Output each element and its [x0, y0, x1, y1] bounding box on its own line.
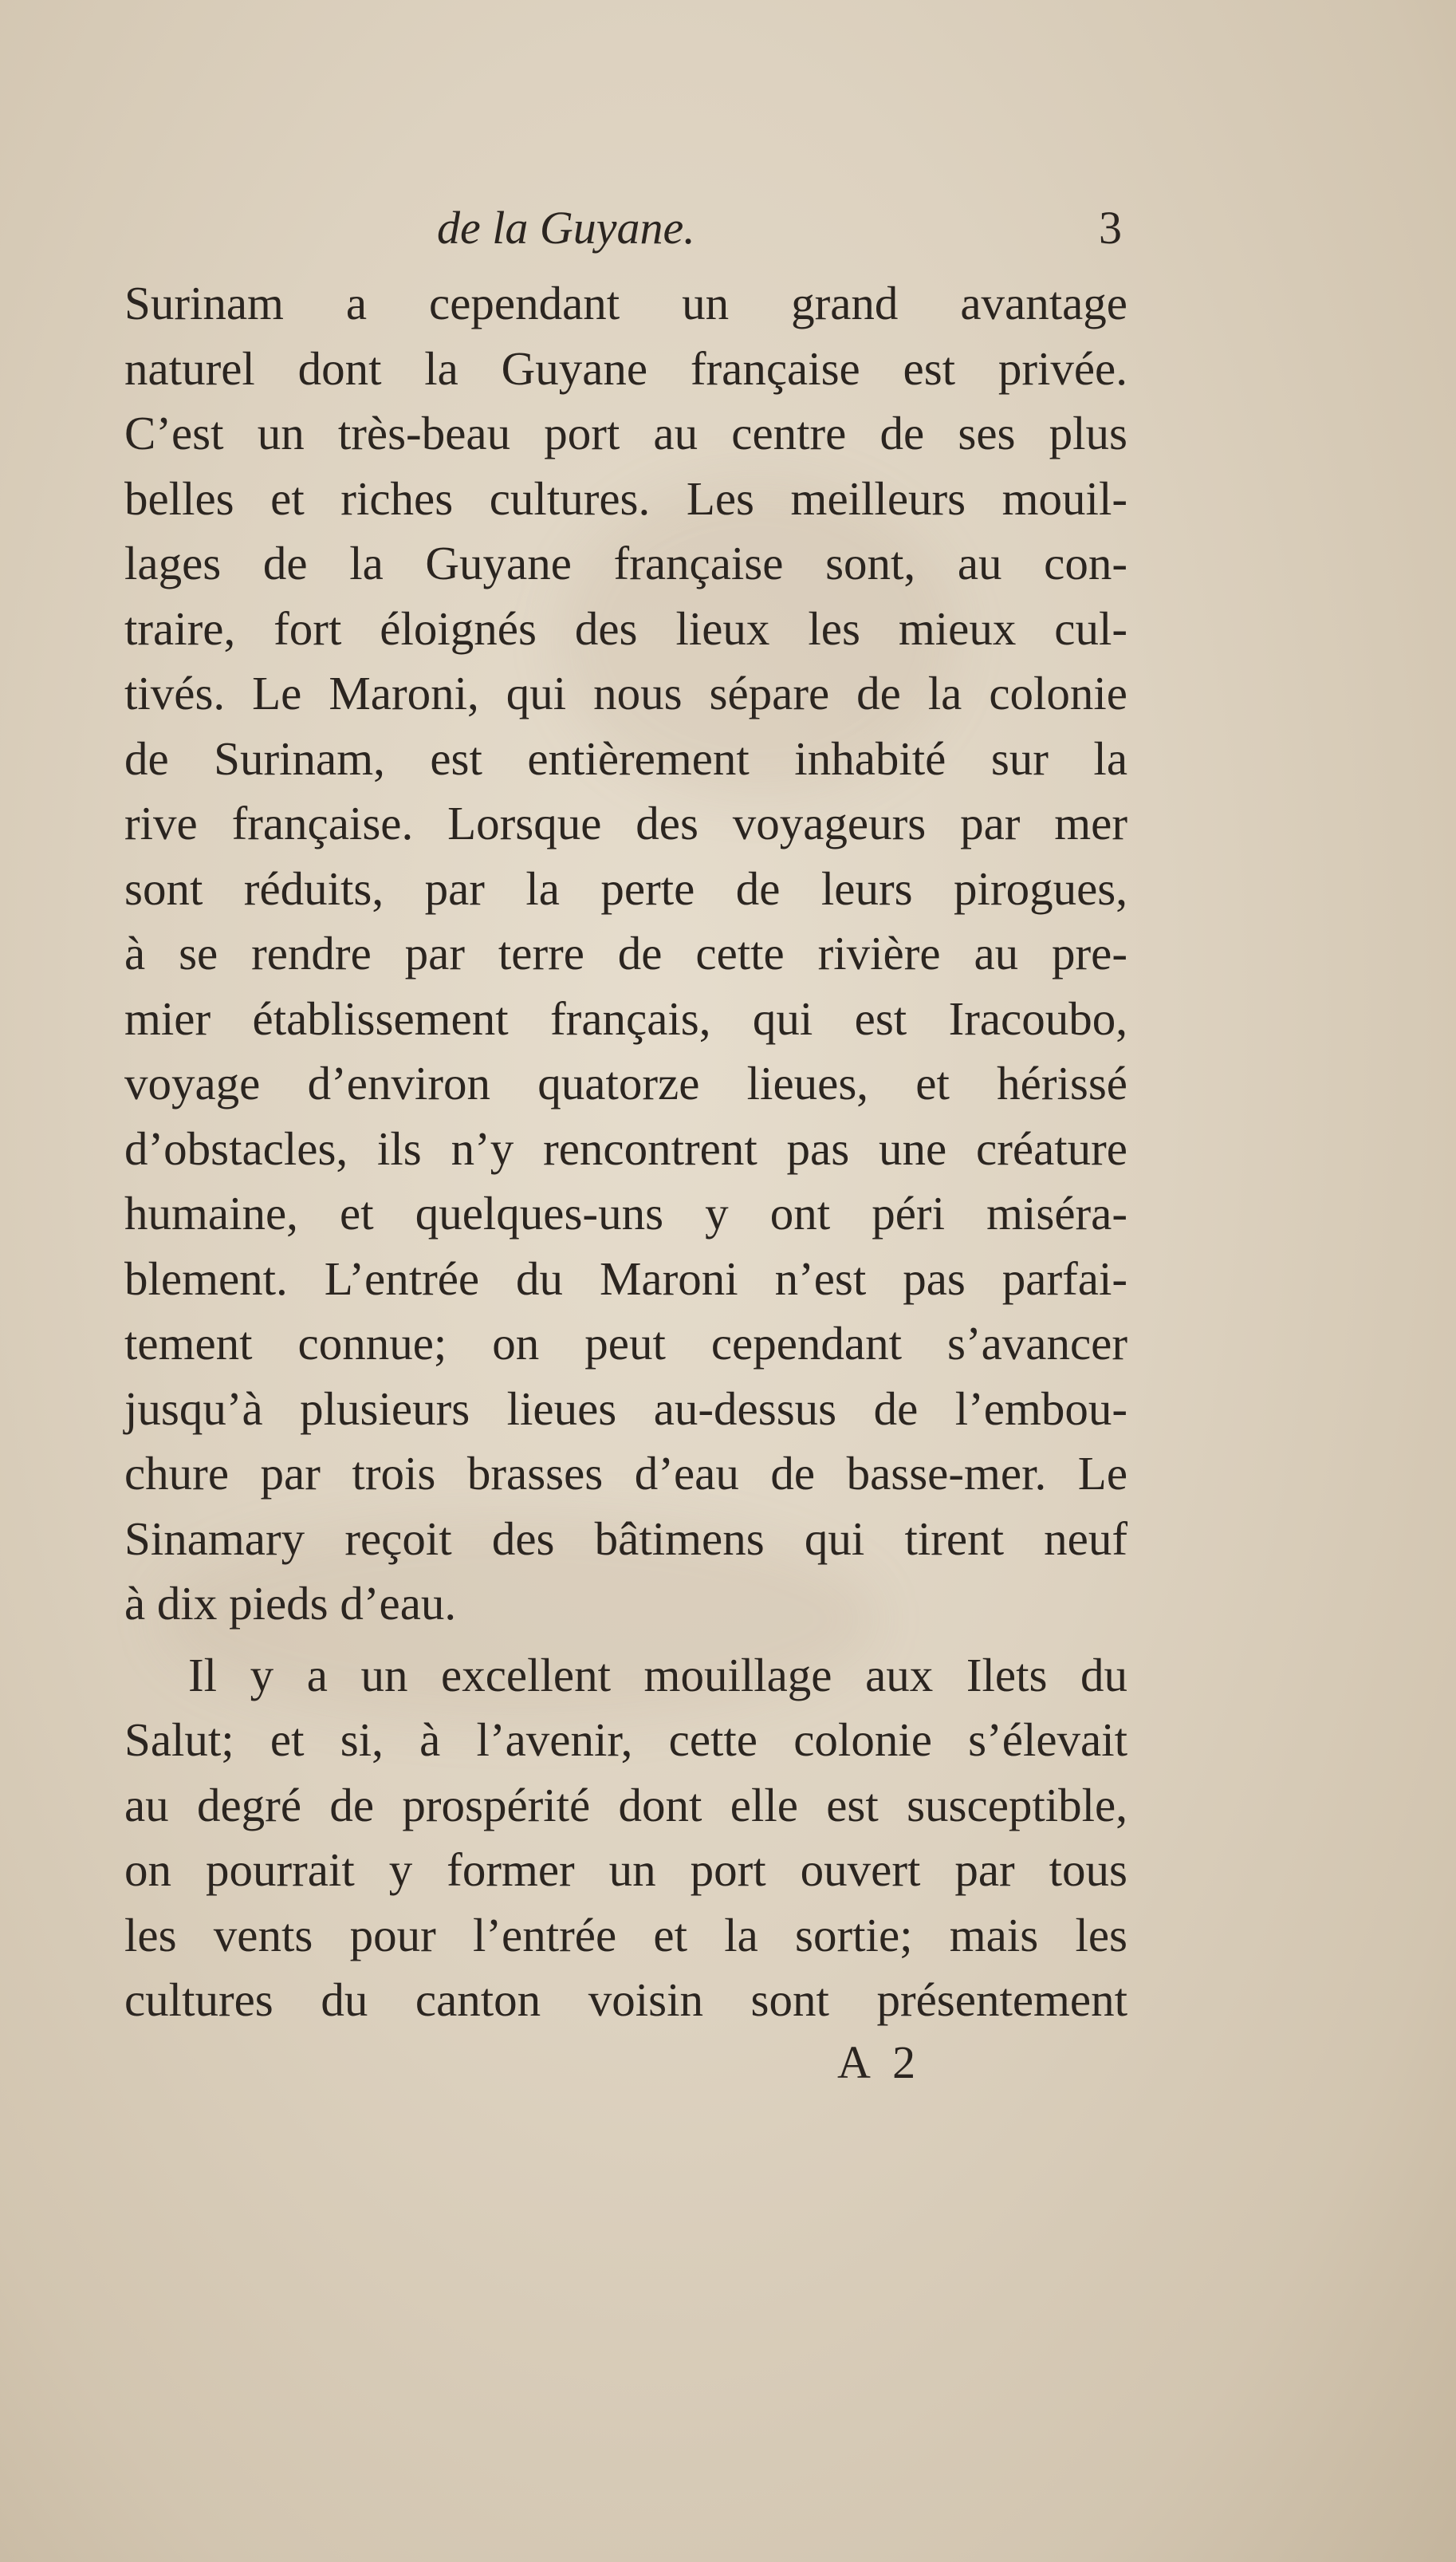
text-line: naturel dont la Guyane française est privée. [124, 341, 1127, 395]
page-body-text [124, 271, 1127, 2033]
text-line: jusqu’à plusieurs lieues au-dessus de l’embou- [124, 1382, 1127, 1435]
text-line: cultures du canton voisin sont présentement [124, 1973, 1127, 2026]
text-line: tement connue; on peut cependant s’avancer [124, 1317, 1127, 1370]
text-line: à dix pieds d’eau. [124, 1577, 457, 1630]
text-line: blement. L’entrée du Maroni n’est pas parfai- [124, 1251, 1127, 1305]
text-line: d’obstacles, ils n’y rencontrent pas une créature [124, 1121, 1127, 1175]
signature-mark: A 2 [837, 2036, 923, 2088]
text-line: humaine, et quelques-uns y ont péri miséra- [124, 1187, 1127, 1240]
page-number: 3 [1099, 202, 1122, 254]
text-line: Surinam a cependant un grand avantage [124, 277, 1127, 329]
text-line: rive française. Lorsque des voyageurs par mer [124, 797, 1127, 849]
text-line: à se rendre par terre de cette rivière au pre- [124, 927, 1127, 979]
text-line: lages de la Guyane française sont, au con- [124, 537, 1127, 589]
text-line: traire, fort éloignés des lieux les mieux cul- [124, 601, 1127, 655]
text-line: on pourrait y former un port ouvert par tous [124, 1843, 1127, 1896]
text-line: au degré de prospérité dont elle est susceptible, [124, 1778, 1127, 1831]
text-line: tivés. Le Maroni, qui nous sépare de la colonie [124, 667, 1127, 719]
text-line: de Surinam, est entièrement inhabité sur la [124, 731, 1127, 785]
text-line: Sinamary reçoit des bâtimens qui tirent neuf [124, 1512, 1127, 1565]
text-line: mier établissement français, qui est Iracoubo, [124, 991, 1127, 1045]
text-line: voyage d’environ quatorze lieues, et hérissé [124, 1057, 1127, 1110]
text-line: Il y a un excellent mouillage aux Ilets du [188, 1648, 1127, 1701]
running-title: de la Guyane. [437, 202, 695, 254]
text-line: belles et riches cultures. Les meilleurs mouil- [124, 471, 1127, 525]
text-line: C’est un très-beau port au centre de ses plus [124, 407, 1127, 459]
text-line: sont réduits, par la perte de leurs pirogues, [124, 861, 1127, 915]
text-line: Salut; et si, à l’avenir, cette colonie s’élevait [124, 1713, 1127, 1766]
text-line: les vents pour l’entrée et la sortie; mais les [124, 1908, 1127, 1961]
text-line: chure par trois brasses d’eau de basse-mer. Le [124, 1447, 1127, 1500]
